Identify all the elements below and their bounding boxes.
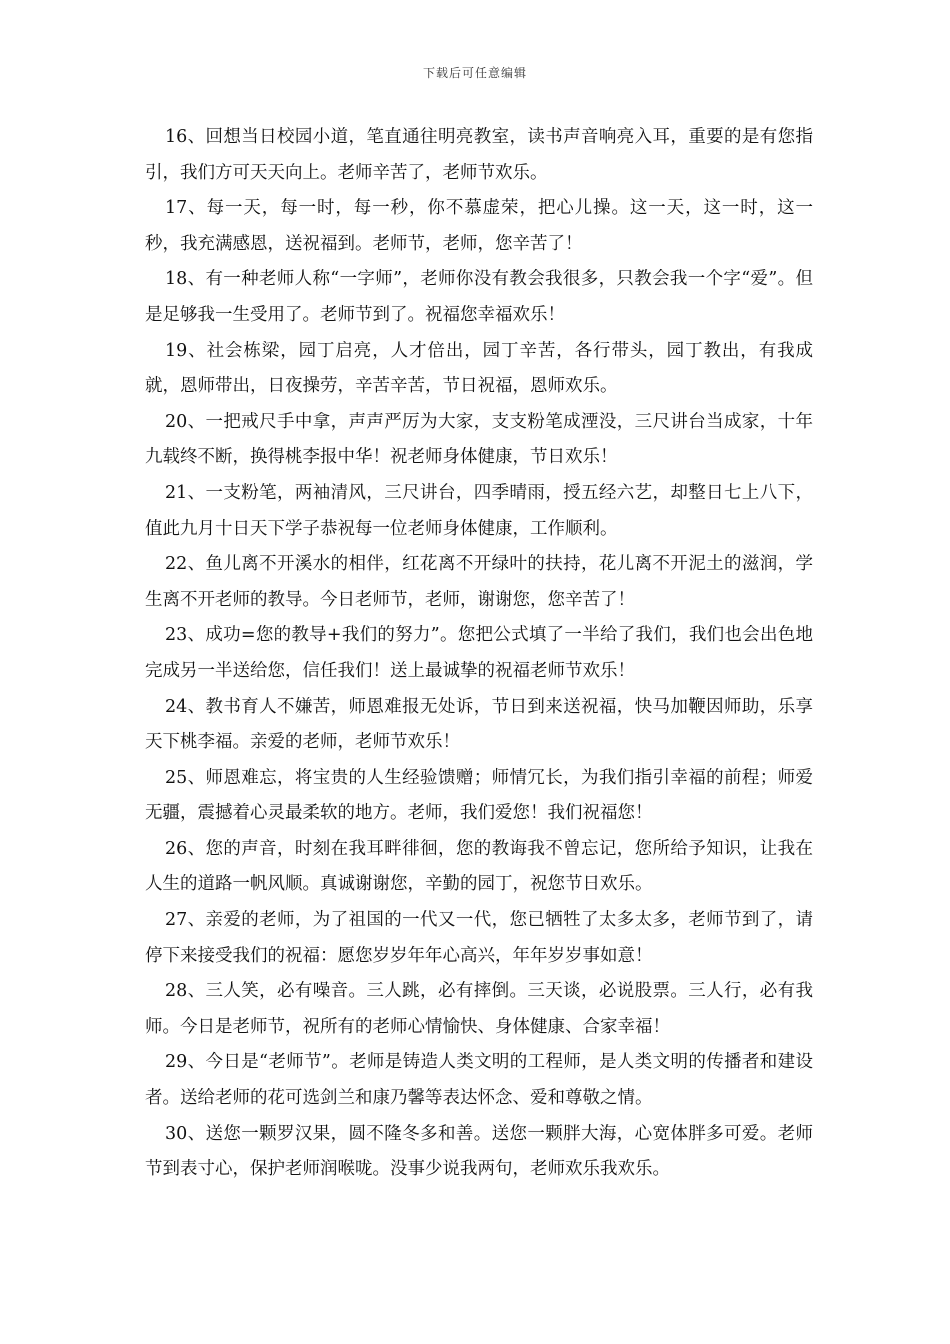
- paragraph-21: 21、一支粉笔，两袖清风，三尺讲台，四季晴雨，授五经六艺，却整日七上八下，值此九月十日天下学子恭祝每一位老师身体健康，工作顺利。: [145, 482, 813, 539]
- document-body: [145, 120, 813, 1188]
- paragraph-23: 23、成功=您的教导+我们的努力”。您把公式填了一半给了我们，我们也会出色地完成另一半送给您，信任我们！送上最诚挚的祝福老师节欢乐！: [145, 625, 813, 681]
- paragraph-19: 19、社会栋梁，园丁启亮，人才倍出，园丁辛苦，各行带头，园丁教出，有我成就，恩师带出，日夜操劳，辛苦辛苦，节日祝福，恩师欢乐。: [145, 340, 813, 397]
- paragraph-24: 24、教书育人不嫌苦，师恩难报无处诉，节日到来送祝福，快马加鞭因师助，乐享天下桃李福。亲爱的老师，老师节欢乐！: [145, 696, 813, 753]
- paragraph-29: 29、今日是“老师节”。老师是铸造人类文明的工程师，是人类文明的传播者和建设者。送给老师的花可选剑兰和康乃馨等表达怀念、爱和尊敬之情。: [145, 1052, 813, 1109]
- paragraph-27: 27、亲爱的老师，为了祖国的一代又一代，您已牺牲了太多太多，老师节到了，请停下来接受我们的祝福：愿您岁岁年年心高兴，年年岁岁事如意！: [145, 910, 813, 966]
- paragraph-18: 18、有一种老师人称“一字师”，老师你没有教会我很多，只教会我一个字“爱”。但是足够我一生受用了。老师节到了。祝福您幸福欢乐！: [145, 269, 813, 325]
- paragraph-26: 26、您的声音，时刻在我耳畔徘徊，您的教诲我不曾忘记，您所给予知识，让我在人生的道路一帆风顺。真诚谢谢您，辛勤的园丁，祝您节日欢乐。: [145, 838, 813, 895]
- paragraph-30: 30、送您一颗罗汉果，圆不隆冬多和善。送您一颗胖大海，心宽体胖多可爱。老师节到表寸心，保护老师润喉咙。没事少说我两句，老师欢乐我欢乐。: [145, 1123, 813, 1180]
- paragraph-16: 16、回想当日校园小道，笔直通往明亮教室，读书声音响亮入耳，重要的是有您指引，我们方可天天向上。老师辛苦了，老师节欢乐。: [145, 127, 813, 183]
- page-header: 下载后可任意编辑: [422, 66, 527, 80]
- paragraph-20: 20、一把戒尺手中拿，声声严厉为大家，支支粉笔成湮没，三尺讲台当成家，十年九载终不断，换得桃李报中华！祝老师身体健康，节日欢乐！: [145, 411, 813, 468]
- paragraph-22: 22、鱼儿离不开溪水的相伴，红花离不开绿叶的扶持，花儿离不开泥土的滋润，学生离不开老师的教导。今日老师节，老师，谢谢您，您辛苦了！: [145, 554, 813, 610]
- paragraph-17: 17、每一天，每一时，每一秒，你不慕虚荣，把心儿操。这一天，这一时，这一秒，我充满感恩，送祝福到。老师节，老师，您辛苦了！: [145, 198, 813, 254]
- paragraph-28: 28、三人笑，必有噪音。三人跳，必有摔倒。三天谈，必说股票。三人行，必有我师。今日是老师节，祝所有的老师心情愉快、身体健康、合家幸福！: [145, 981, 813, 1037]
- paragraph-25: 25、师恩难忘，将宝贵的人生经验馈赠；师情冗长，为我们指引幸福的前程；师爱无疆，震撼着心灵最柔软的地方。老师，我们爱您！我们祝福您！: [145, 767, 813, 824]
